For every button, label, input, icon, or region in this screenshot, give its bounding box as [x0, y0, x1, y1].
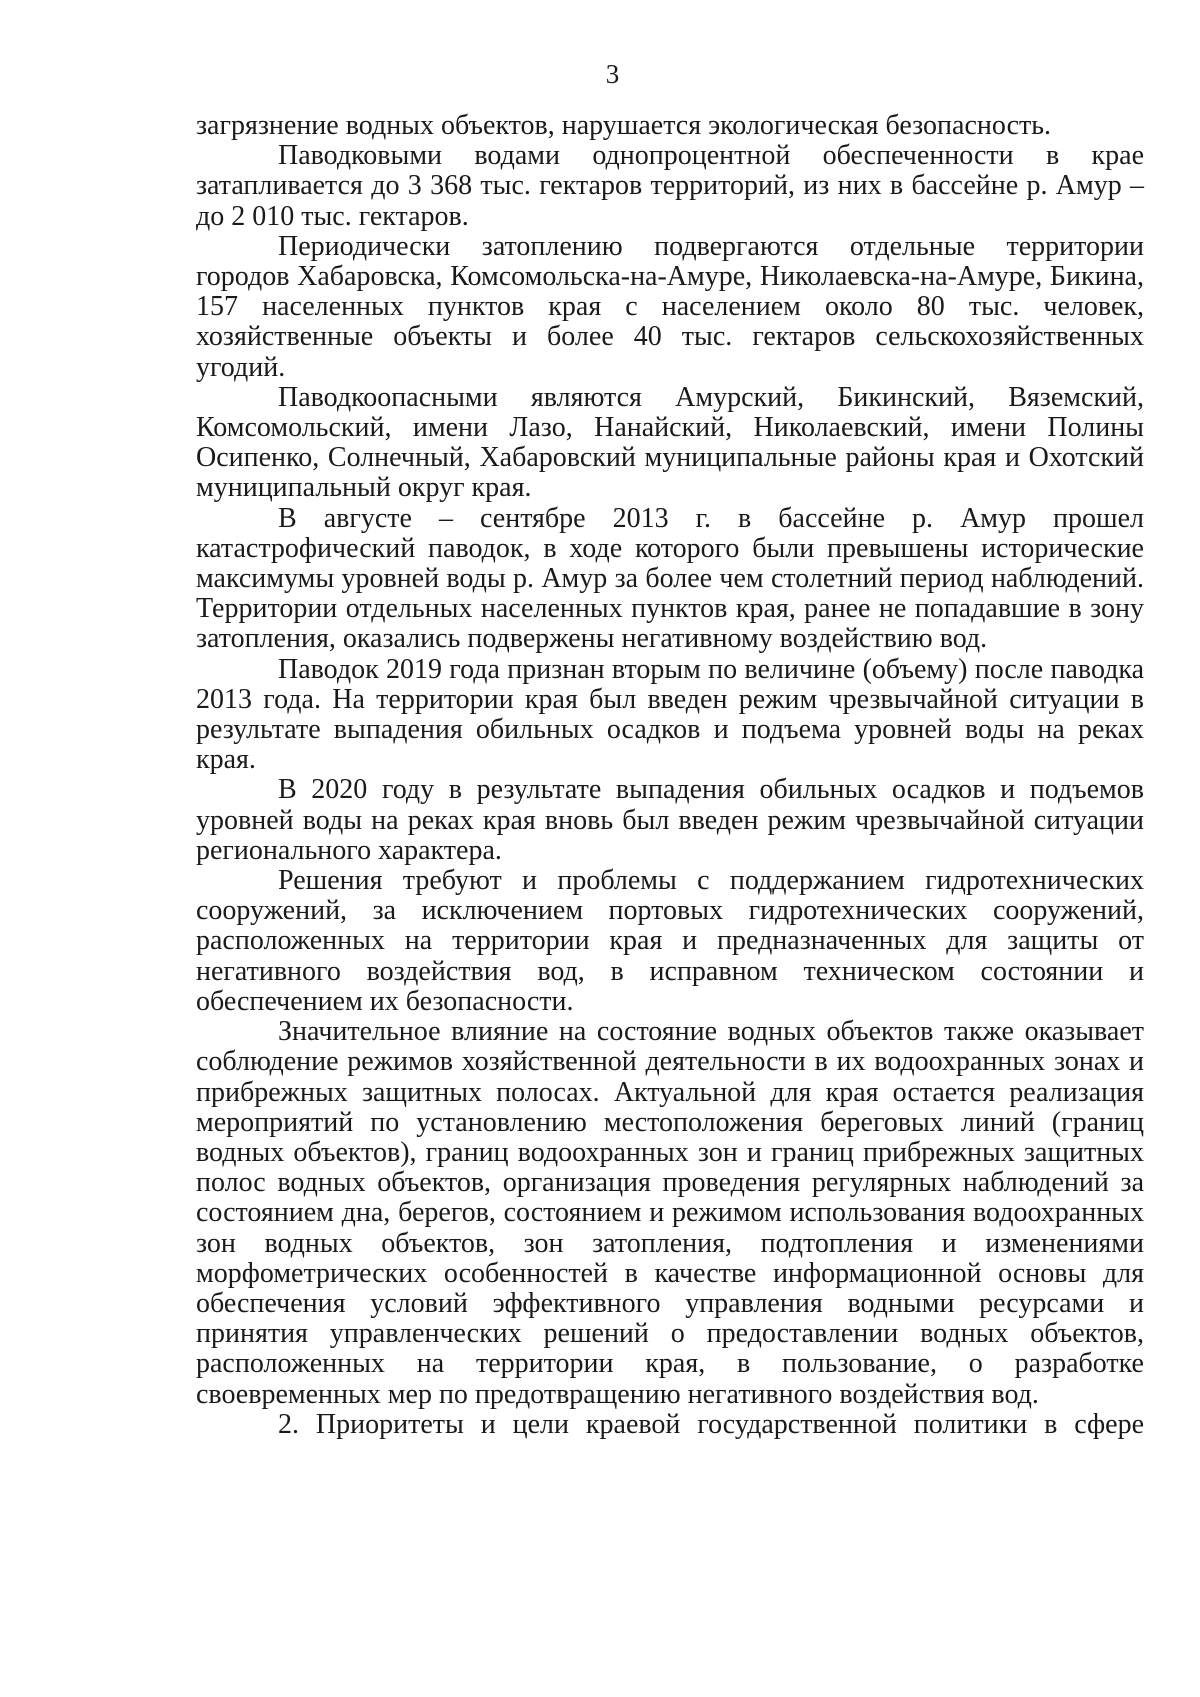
- paragraph-flooded-territories: Периодически затоплению подвергаются отдельные территории городов Хабаровска, Комсомольска-на-Амуре, Николаевска-на-Амуре, Бикина, 157 населенных пунктов края с населением около 80 тыс. человек, хозяйственные объекты и более 40 тыс. гектаров сельскохозяйственных угодий.: [196, 230, 1144, 383]
- document-body: [196, 111, 1144, 1440]
- paragraph-flood-2019: Паводок 2019 года признан вторым по величине (объему) после паводка 2013 года. На территории края был введен режим чрезвычайной ситуации в результате выпадения обильных осадков и подъема уровней воды на реках края.: [196, 653, 1144, 776]
- paragraph-flood-2013: В августе – сентябре 2013 г. в бассейне р. Амур прошел катастрофический паводок, в ходе которого были превышены исторические максимумы уровней воды р. Амур за более чем столетний период наблюдений. Территории отдельных населенных пунктов края, ранее не попадавшие в зону затопления, оказались подвержены негативному воздействию вод.: [196, 502, 1144, 655]
- paragraph-continuation: загрязнение водных объектов, нарушается экологическая безопасность.: [196, 110, 1051, 141]
- section-heading-priorities: 2. Приоритеты и цели краевой государственной политики в сфере: [278, 1408, 1144, 1440]
- paragraph-flood-prone-districts: Паводкоопасными являются Амурский, Бикинский, Вяземский, Комсомольский, имени Лазо, Нанайский, Николаевский, имени Полины Осипенко, Солнечный, Хабаровский муниципальные районы края и Охотский муниципальный округ края.: [196, 381, 1144, 504]
- paragraph-flood-area: Паводковыми водами однопроцентной обеспеченности в крае затапливается до 3 368 тыс. гектаров территорий, из них в бассейне р. Амур – до 2 010 тыс. гектаров.: [196, 140, 1144, 232]
- paragraph-water-protection-zones: Значительное влияние на состояние водных объектов также оказывает соблюдение режимов хозяйственной деятельности в их водоохранных зонах и прибрежных защитных полосах. Актуальной для края остается реализация мероприятий по установлению местоположения береговых линий (границ водных объектов), границ водоохранных зон и границ прибрежных защитных полос водных объектов, организация проведения регулярных наблюдений за состоянием дна, берегов, состоянием и режимом использования водоохранных зон водных объектов, зон затопления, подтопления и изменениями морфометрических особенностей в качестве информационной основы для обеспечения условий эффективного управления водными ресурсами и принятия управленческих решений о предоставлении водных объектов, расположенных на территории края, в пользование, о разработке своевременных мер по предотвращению негативного воздействия вод.: [196, 1016, 1144, 1410]
- page-number: 3: [605, 59, 620, 89]
- paragraph-hydraulic-structures: Решения требуют и проблемы с поддержанием гидротехнических сооружений, за исключением портовых гидротехнических сооружений, расположенных на территории края и предназначенных для защиты от негативного воздействия вод, в исправном техническом состоянии и обеспечением их безопасности.: [196, 865, 1144, 1017]
- paragraph-flood-2020: В 2020 году в результате выпадения обильных осадков и подъемов уровней воды на реках края вновь был введен режим чрезвычайной ситуации регионального характера.: [196, 774, 1144, 866]
